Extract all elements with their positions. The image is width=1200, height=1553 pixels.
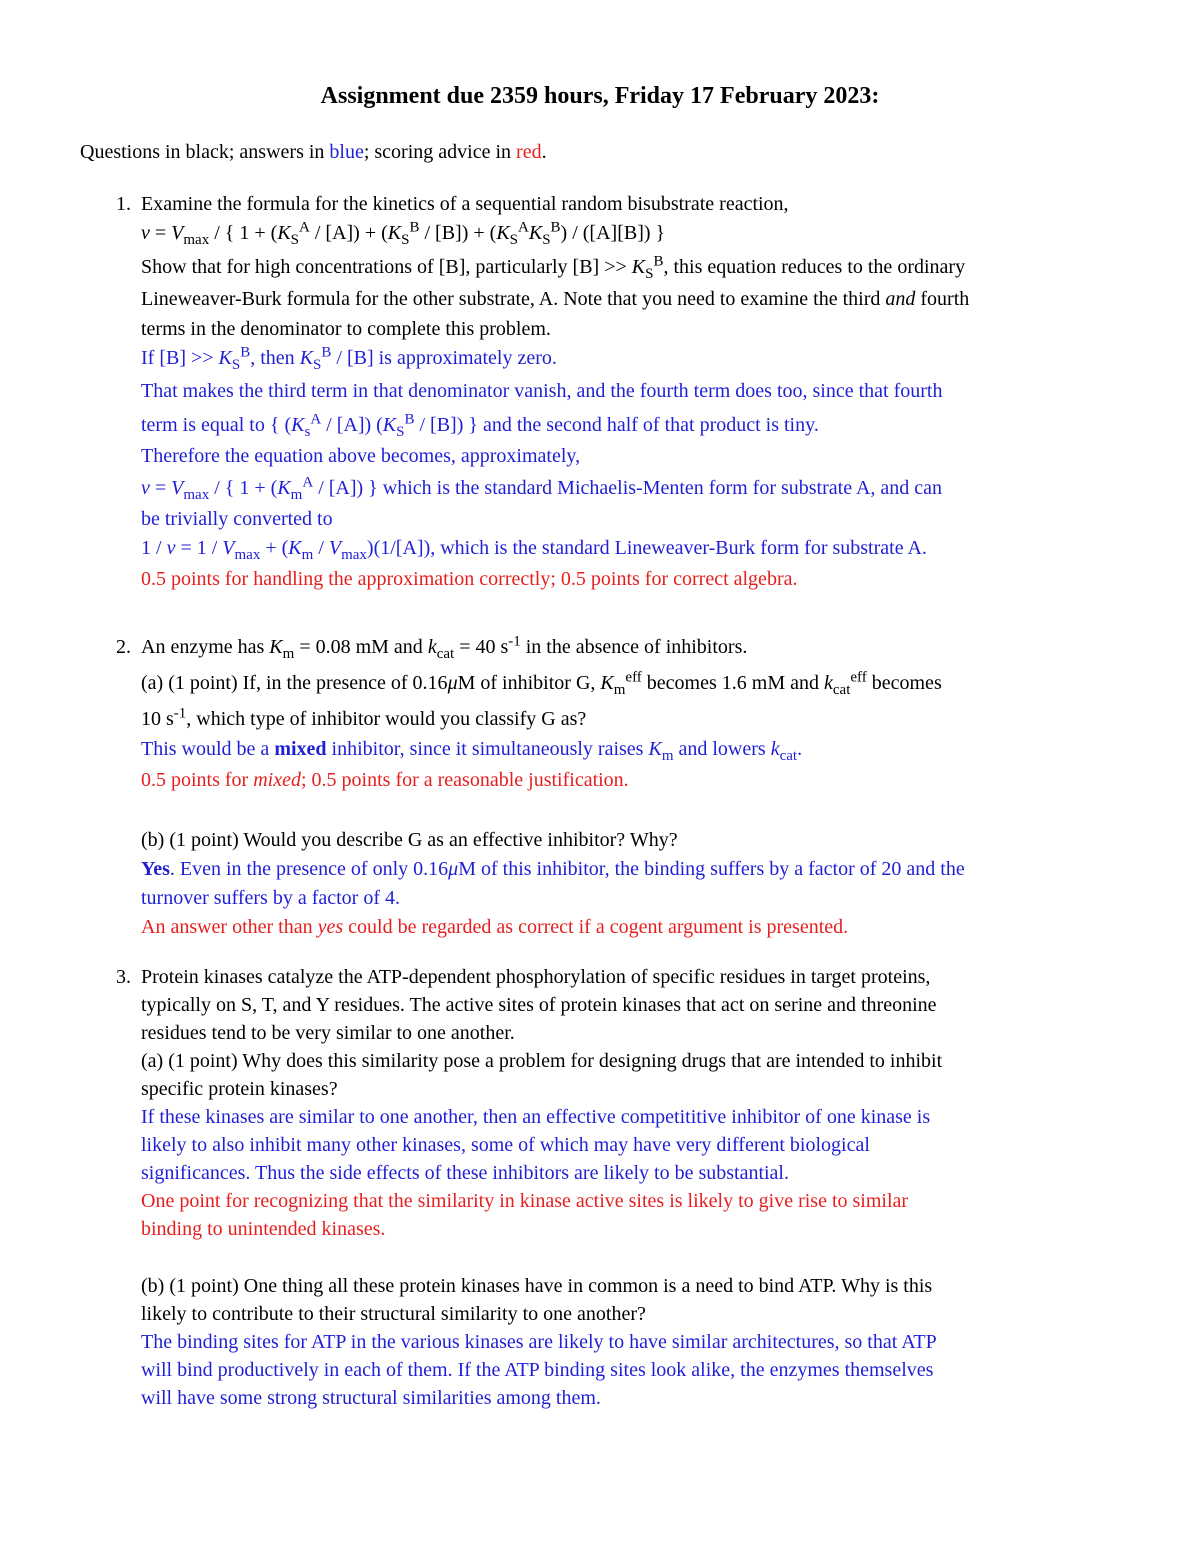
scoring-3a-line-1: One point for recognizing that the similarity in kinase active sites is likely to give rise to similar — [141, 1190, 909, 1212]
answer-3a-line-3: significances. Thus the side effects of these inhibitors are likely to be substantial. — [141, 1162, 789, 1184]
question-3b-line-2: likely to contribute to their structural similarity to one another? — [141, 1303, 646, 1325]
page-title: Assignment due 2359 hours, Friday 17 February 2023: — [320, 83, 880, 109]
answer-1-term-line: term is equal to { $(K_s^A / [A])$ $(K_S^B / [B])$ } and the second half of that product is tiny. — [141, 411, 819, 440]
intro-text: Questions in black; answers in — [80, 141, 330, 163]
question-3-stem-3: residues tend to be very similar to one another. — [141, 1022, 515, 1044]
question-1-show-line: Show that for high concentrations of [B], particularly $[B] >> K_S^B$, this equation reduces to the ordinary — [141, 253, 966, 282]
question-1-text: Examine the formula for the kinetics of a sequential random bisubstrate reaction, — [141, 193, 789, 215]
question-2-stem: An enzyme has $K_m = 0.08$ mM and $k_{cat} = 40$ $s^{-1}$ in the absence of inhibitors. — [141, 633, 748, 662]
answer-2b-line-1: Yes. Even in the presence of only 0.16μM of this inhibitor, the binding suffers by a factor of 20 and the — [141, 858, 965, 880]
question-3b-line-1: (b) (1 point) One thing all these protein kinases have in common is a need to bind ATP. Why is this — [141, 1275, 933, 1297]
scoring-1-line: 0.5 points for handling the approximation correctly; 0.5 points for correct algebra. — [141, 568, 798, 590]
answer-1-convert-line: be trivially converted to — [141, 508, 333, 530]
question-1-formula: $v = V_{max}$ / { $1 + (K_S^A / [A]) + (K_S^B / [B]) + (K_S^AK_S^B) / ([A][B])$ } — [141, 219, 666, 248]
question-1 — [141, 192, 1131, 596]
question-3a-line-2: specific protein kinases? — [141, 1078, 338, 1100]
scoring-2b-line: An answer other than yes could be regarded as correct if a cogent argument is presented. — [141, 916, 849, 938]
scoring-2a-line: 0.5 points for mixed; 0.5 points for a reasonable justification. — [141, 769, 629, 791]
question-1-lb-line: Lineweaver-Burk formula for the other substrate, A. Note that you need to examine the third and fourth — [141, 288, 970, 310]
intro-text: ; scoring advice in — [363, 141, 517, 163]
answer-1-mm-line: $v = V_{max}$ / { $1 + (K_m^A / [A])$ } which is the standard Michaelis-Menten form for substrate A, and can — [141, 474, 943, 503]
question-3 — [141, 965, 1131, 1414]
answer-2b-line-2: turnover suffers by a factor of 4. — [141, 887, 400, 909]
answer-1-lb-line: $1 / v = 1 / V_{max} + (K_m / V_{max})(1/[A])$, which is the standard Lineweaver-Burk form for substrate A. — [141, 537, 927, 563]
intro-text: . — [541, 141, 547, 163]
answer-3b-line-2: will bind productively in each of them. If the ATP binding sites look alike, the enzymes themselves — [141, 1359, 934, 1381]
question-1-number: 1. — [116, 193, 131, 215]
answer-1-if-line: If $[B] >> K_S^B$, then $K_S^B / [B]$ is approximately zero. — [141, 344, 557, 373]
question-1-terms-line: terms in the denominator to complete this problem. — [141, 318, 551, 340]
question-3a-line-1: (a) (1 point) Why does this similarity pose a problem for designing drugs that are intended to inhibit — [141, 1050, 943, 1072]
scoring-3a-line-2: binding to unintended kinases. — [141, 1218, 386, 1240]
answer-1-third-term-line: That makes the third term in that denominator vanish, and the fourth term does too, since that fourth — [141, 380, 943, 402]
answer-3a-line-1: If these kinases are similar to one another, then an effective competititive inhibitor of one kinase is — [141, 1106, 931, 1128]
intro-blue-word: blue — [329, 141, 364, 163]
question-2-number: 2. — [116, 636, 131, 658]
intro-red-word: red — [516, 141, 542, 163]
question-3-number: 3. — [116, 966, 131, 988]
answer-3b-line-3: will have some strong structural similarities among them. — [141, 1387, 601, 1409]
question-2 — [141, 635, 1131, 944]
question-3-stem-1: Protein kinases catalyze the ATP-dependent phosphorylation of specific residues in target proteins, — [141, 966, 931, 988]
question-2b-line: (b) (1 point) Would you describe G as an effective inhibitor? Why? — [141, 829, 678, 851]
question-2a-line-2: 10 $s^{-1}$, which type of inhibitor would you classify G as? — [141, 705, 587, 730]
answer-2a-line: This would be a mixed inhibitor, since it simultaneously raises $K_m$ and lowers $k_{cat}$. — [141, 738, 803, 764]
question-2a-line-1: (a) (1 point) If, in the presence of 0.16μM of inhibitor G, $K_m^{eff}$ becomes 1.6 mM and $k_{cat}^{eff}$ becomes — [141, 669, 942, 698]
question-3-stem-2: typically on S, T, and Y residues. The active sites of protein kinases that act on serine and threonine — [141, 994, 937, 1016]
answer-3a-line-2: likely to also inhibit many other kinases, some of which may have very different biological — [141, 1134, 870, 1156]
intro-line — [80, 140, 547, 164]
answer-3b-line-1: The binding sites for ATP in the various kinases are likely to have similar architectures, so that ATP — [141, 1331, 937, 1353]
answer-1-therefore-line: Therefore the equation above becomes, approximately, — [141, 445, 581, 467]
